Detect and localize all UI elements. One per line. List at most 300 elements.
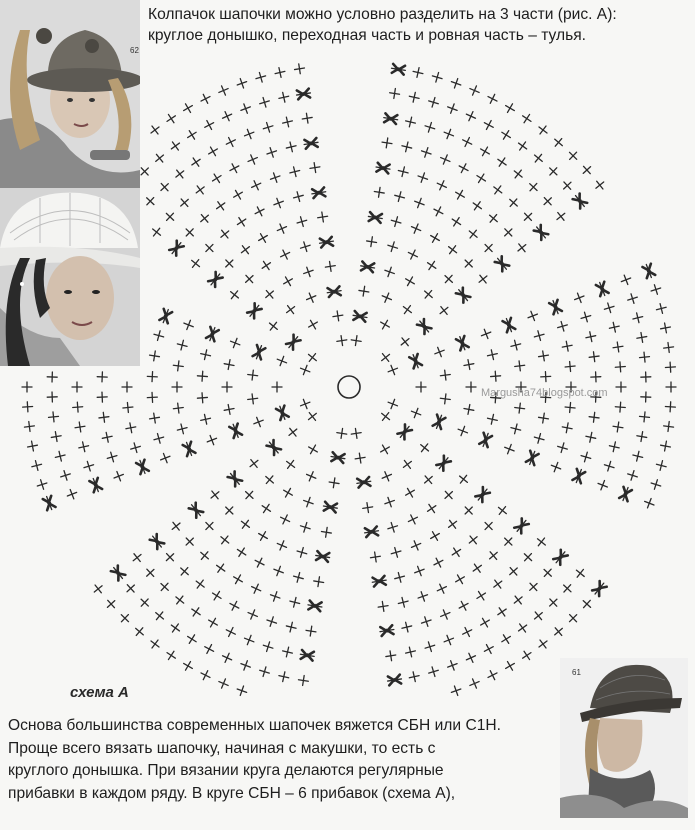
stitch-mark-s3-r6-3 [256,529,270,543]
stitch-mark-s1-r5-2 [490,371,501,382]
stitch-mark-s0-r5-0 [366,236,377,247]
stitch-mark-s5-r3-0 [266,319,280,333]
stitch-mark-s1-r8-7 [556,442,568,454]
stitch-mark-s2-r7-2 [466,533,480,547]
stitch-mark-s3-r8-7 [183,535,197,549]
stitch-mark-s0-r7-6 [482,241,496,255]
stitch-mark-s3-r10-8 [158,580,172,594]
stitch-mark-s2-r5-1 [442,488,456,502]
stitch-mark-s0-r10-5 [478,145,492,159]
stitch-mark-s0-r9-1 [401,141,413,153]
stitch-mark-s0-r7-3 [432,205,445,218]
stitch-mark-s5-r9-2 [177,196,191,210]
stitch-mark-s3-r9-4 [228,599,241,612]
stitch-mark-s3-r9-6 [193,577,207,591]
stitch-mark-s0-r8-4 [453,188,467,202]
stitch-mark-s2-r11-10 [408,671,420,683]
increase-mark-s2-r4 [436,455,452,472]
stitch-mark-s2-r11-5 [499,632,513,646]
stitch-mark-s3-r8-1 [289,596,301,608]
stitch-mark-s4-r11-3 [50,431,62,443]
stitch-mark-s1-r10-1 [603,302,615,314]
stitch-mark-s2-r9-7 [420,615,433,628]
stitch-mark-s2-r3-2 [380,470,393,483]
stitch-mark-s0-r1-0 [350,335,361,346]
stitch-mark-s3-r11-1 [278,671,290,683]
stitch-mark-s1-r8-5 [565,402,576,413]
stitch-mark-s5-r12-10 [255,71,267,83]
stitch-mark-s5-r4-1 [263,287,277,301]
increase-mark-s1-r7 [526,450,539,466]
stitch-mark-s5-r10-8 [262,121,275,134]
stitch-mark-s2-r8-3 [470,561,484,575]
stitch-mark-s5-r8-1 [183,225,197,239]
stitch-mark-s1-r9-1 [580,311,592,323]
stitch-mark-s3-r7-0 [313,576,324,587]
stitch-mark-s4-r1-1 [299,364,312,377]
stitch-mark-s0-r12-4 [468,84,481,97]
stitch-mark-s5-r10-10 [301,112,312,123]
stitch-mark-s3-r10-9 [143,566,157,580]
stitch-mark-s4-r9-4 [97,392,107,402]
stitch-mark-s0-r6-5 [462,256,476,270]
stitch-mark-s3-r8-2 [269,590,282,603]
stitch-mark-s4-r8-2 [125,422,137,434]
stitch-mark-s3-r10-4 [224,625,237,638]
stitch-mark-s5-r7-5 [272,197,285,210]
stitch-mark-s2-r4-2 [403,486,417,500]
stitch-mark-s5-r9-5 [228,161,241,174]
stitch-mark-s0-r11-5 [482,118,496,132]
stitch-mark-s4-r7-1 [153,432,165,444]
stitch-mark-s5-r12-12 [294,63,305,74]
stitch-mark-s1-r12-5 [665,362,676,373]
stitch-mark-s5-r7-3 [235,215,249,229]
stitch-mark-s0-r10-2 [424,121,437,134]
stitch-mark-s3-r10-3 [243,634,256,647]
stitch-mark-s5-r10-4 [189,155,203,169]
stitch-mark-s4-r8-3 [122,402,133,413]
stitch-mark-s5-r6-1 [222,256,236,270]
stitch-mark-s1-r10-4 [615,362,626,373]
stitch-mark-s5-r7-1 [202,241,216,255]
body-line-4: прибавки в каждом ряду. В круге СБН – 6 прибавок (схема А), [8,784,456,802]
stitch-mark-s3-r1-0 [336,428,347,439]
stitch-mark-s0-r10-10 [554,209,568,223]
stitch-mark-s0-r6-4 [446,243,460,257]
stitch-mark-s3-r4-3 [263,473,277,487]
increase-mark-s3-r9 [149,533,165,550]
stitch-mark-s3-r5-3 [259,502,273,516]
stitch-mark-s5-r4-4 [325,261,336,272]
stitch-mark-s1-r5-0 [480,327,493,340]
stitch-mark-s0-r11-9 [546,164,560,178]
stitch-mark-s2-r7-1 [482,519,496,533]
increase-mark-s2-r12 [592,580,608,597]
stitch-mark-s4-r9-5 [97,372,107,382]
stitch-mark-s4-r11-5 [47,392,57,402]
stitch-mark-s0-r12-3 [450,77,463,90]
stitch-mark-s2-r6-2 [446,517,460,531]
stitch-mark-s1-r4-1 [463,359,475,371]
stitch-mark-s4-r5-1 [200,413,212,425]
stitch-mark-s1-r12-2 [655,302,667,314]
stitch-mark-s0-r5-4 [442,272,456,286]
intro-line-2: круглое донышко, переходная часть и ровная часть – тулья. [148,27,586,44]
increase-mark-s4-r7 [159,308,172,324]
stitch-mark-s4-r3-0 [252,416,265,429]
stitch-mark-s2-r11-2 [546,596,560,610]
stitch-mark-s4-r7-6 [153,329,165,341]
stitch-mark-s4-r3-1 [247,393,258,404]
stitch-mark-s3-r9-2 [265,615,278,628]
body-line-2: Проще всего вязать шапочку, начиная с макушки, то есть с [8,739,436,757]
stitch-mark-s5-r9-4 [210,171,224,185]
stitch-mark-s3-r7-4 [235,545,249,559]
stitch-mark-s3-r8-6 [198,549,212,563]
stitch-mark-s3-r11-5 [202,642,216,656]
stitch-mark-s5-r5-0 [227,288,241,302]
stitch-mark-s0-r2-2 [398,335,412,349]
stitch-mark-s4-r6-4 [173,360,184,371]
increase-mark-s4-r8 [136,459,149,475]
stitch-mark-s1-r12-9 [660,440,672,452]
stitch-mark-s2-r5-3 [406,513,419,526]
stitch-mark-s2-r10-8 [424,640,437,653]
stitch-mark-s4-r5-2 [197,392,208,403]
stitch-mark-s5-r10-1 [143,194,157,208]
stitch-mark-s5-r12-9 [236,77,249,90]
stitch-mark-s0-r2-1 [378,318,392,332]
body-line-1: Основа большинства современных шапочек вяжется СБН или С1Н. [8,717,501,734]
stitch-mark-s3-r12-5 [199,668,212,681]
stitch-mark-s2-r8-5 [435,582,448,595]
stitch-mark-s3-r11-6 [185,632,199,646]
stitch-mark-s5-r12-7 [199,92,212,105]
stitch-mark-s2-r4-4 [362,502,373,513]
stitch-mark-s0-r12-5 [486,92,499,105]
stitch-mark-s1-r8-2 [561,340,573,352]
stitch-mark-s1-r10-8 [608,441,620,453]
stitch-mark-s0-r3-1 [380,291,393,304]
stitch-mark-s5-r6-4 [275,222,288,235]
stitch-mark-s4-r1-0 [299,398,312,411]
stitch-mark-s2-r11-9 [427,665,439,677]
stitch-mark-s0-r7-0 [374,187,385,198]
stitch-mark-s5-r12-5 [164,112,178,126]
stitch-mark-s2-r8-2 [486,549,500,563]
stitch-mark-s0-r8-1 [397,166,409,178]
stitch-mark-s3-r5-1 [299,521,312,534]
stitch-mark-s1-r7-5 [538,412,549,423]
stitch-mark-s3-r9-1 [285,621,297,633]
stitch-mark-s1-r9-2 [585,331,597,343]
stitch-mark-s3-r4-1 [302,496,315,509]
stitch-mark-s5-r10-9 [281,116,293,128]
stitch-mark-s2-r12-2 [566,611,580,625]
stitch-mark-s3-r6-4 [238,517,252,531]
photo-number-62: 62 [130,46,139,55]
stitch-mark-s0-r9-0 [381,137,392,148]
stitch-mark-s3-r11-3 [239,659,252,672]
stitch-mark-s3-r8-5 [214,561,228,575]
increase-mark-s0-r8 [375,163,390,174]
stitch-mark-s1-r5-1 [486,349,498,361]
stitch-mark-s0-r5-3 [425,259,439,273]
stitch-mark-s1-r6-4 [514,403,525,414]
stitch-mark-s0-r3-2 [400,303,414,317]
stitch-mark-s4-r6-6 [182,318,195,331]
stitch-mark-s2-r11-1 [560,581,574,595]
stitch-mark-s3-r5-4 [242,488,256,502]
stitch-mark-s5-r8-5 [250,179,263,192]
stitch-mark-s5-r7-0 [189,256,203,270]
stitch-mark-s5-r9-3 [193,183,207,197]
stitch-mark-s1-r1-0 [386,364,399,377]
increase-mark-s0-r7 [494,256,510,273]
stitch-mark-s3-r10-6 [189,605,203,619]
stitch-mark-s3-r6-6 [208,488,222,502]
stitch-mark-s4-r7-0 [159,452,172,465]
increase-mark-s1-r8 [549,299,562,315]
stitch-mark-s3-r11-7 [168,621,182,635]
stitch-mark-s1-r9-7 [585,431,597,443]
stitch-mark-s5-r8-2 [198,211,212,225]
stitch-mark-s5-r8-6 [269,171,282,184]
stitch-mark-s3-r10-1 [281,646,293,658]
increase-mark-s2-r9 [379,625,394,636]
stitch-mark-s5-r11-5 [185,128,199,142]
stitch-mark-s2-r7-6 [393,571,405,583]
stitch-mark-s5-r11-8 [239,102,252,115]
stitch-mark-s4-r11-4 [48,411,59,422]
stitch-mark-s2-r5-0 [456,472,470,486]
stitch-mark-s0-r4-1 [383,266,396,279]
stitch-mark-s1-r9-3 [589,351,600,362]
stitch-mark-s4-r10-1 [83,460,95,472]
stitch-mark-s5-r6-6 [317,211,328,222]
photo-number-61: 61 [572,668,581,677]
stitch-mark-s1-r10-3 [612,341,623,352]
increase-mark-s3-r4 [323,502,338,513]
stitch-mark-s2-r3-0 [418,441,432,455]
stitch-mark-s4-r9-0 [112,470,125,483]
stitch-mark-s5-r7-2 [218,227,232,241]
stitch-mark-s4-r11-0 [66,488,79,501]
stitch-mark-s0-r11-1 [408,91,420,103]
stitch-mark-s4-r9-2 [101,431,113,443]
increase-mark-s3-r8 [307,600,322,611]
stitch-mark-s0-r8-6 [486,211,500,225]
stitch-mark-s3-r12-12 [91,582,105,596]
stitch-mark-s3-r12-8 [148,637,162,651]
stitch-mark-s2-r6-3 [428,529,442,543]
stitch-mark-s2-r10-7 [442,634,455,647]
stitch-mark-s0-r4-3 [421,287,435,301]
stitch-mark-s1-r12-11 [650,478,663,491]
stitch-mark-s3-r6-1 [296,546,308,558]
stitch-mark-s2-r12-8 [468,677,481,690]
stitch-mark-s1-r6-1 [510,339,522,351]
stitch-mark-s4-r5-4 [200,349,212,361]
stitch-mark-s1-r7-0 [526,309,539,322]
stitch-mark-s0-r6-6 [476,272,490,286]
stitch-mark-s5-r12-4 [148,123,162,137]
increase-mark-s4-r3 [252,344,265,360]
stitch-mark-s2-r10-4 [495,605,509,619]
stitch-mark-s5-r11-2 [138,164,152,178]
increase-mark-s3-r3 [266,439,282,456]
stitch-mark-s0-r4-2 [403,274,417,288]
stitch-mark-s5-r11-10 [278,91,290,103]
stitch-mark-s3-r8-3 [250,582,263,595]
stitch-mark-s4-r12-3 [27,440,39,452]
stitch-mark-s1-r7-6 [533,432,545,444]
stitch-mark-s0-r10-8 [526,180,540,194]
stitch-mark-s0-r12-11 [580,163,594,177]
stitch-mark-s0-r5-2 [406,248,419,261]
stitch-mark-s4-r11-1 [59,469,72,482]
stitch-mark-s2-r12-6 [503,659,517,673]
stitch-mark-s0-r12-1 [412,67,424,79]
stitch-mark-s2-r11-4 [516,621,530,635]
increase-mark-s2-r2 [397,424,413,441]
stitch-mark-s1-r2-2 [410,407,423,420]
stitch-mark-s0-r11-7 [516,139,530,153]
stitch-mark-s2-r6-4 [410,539,423,552]
stitch-mark-s0-r8-2 [416,171,429,184]
stitch-mark-s2-r12-3 [551,625,565,639]
stitch-mark-s5-r7-6 [292,190,304,202]
stitch-mark-s2-r9-5 [457,599,470,612]
stitch-mark-s1-r4-2 [466,382,476,392]
stitch-mark-s0-r4-4 [437,303,451,317]
stitch-mark-s2-r1-0 [379,409,393,423]
stitch-mark-s4-r8-1 [129,442,141,454]
stitch-mark-s0-r12-6 [503,101,517,115]
stitch-mark-s2-r9-4 [474,589,488,603]
stitch-mark-s0-r7-5 [466,227,480,241]
stitch-mark-s4-r6-3 [172,382,182,392]
stitch-mark-s1-r11-9 [632,450,644,462]
stitch-mark-s3-r10-5 [206,616,220,630]
stitch-mark-s0-r12-7 [520,112,534,126]
magic-ring-symbol [338,376,360,398]
stitch-mark-s5-r1-1 [336,335,347,346]
increase-mark-s4-r5 [206,326,219,342]
stitch-mark-s0-r10-7 [511,167,525,181]
stitch-mark-s5-r11-6 [202,118,216,132]
stitch-mark-s0-r5-1 [386,240,399,253]
stitch-mark-s4-r11-6 [47,372,57,382]
stitch-mark-s2-r12-7 [486,668,499,681]
stitch-mark-s3-r12-6 [181,659,195,673]
stitch-mark-s0-r11-3 [446,102,459,115]
stitch-mark-s4-r4-3 [223,359,235,371]
stitch-mark-s4-r12-6 [22,382,32,392]
crochet-chart-scheme-a [0,40,695,700]
intro-line-1: Колпачок шапочки можно условно разделить на 3 части (рис. А): [148,6,617,23]
stitch-mark-s0-r11-8 [531,151,545,165]
stitch-mark-s1-r9-6 [589,412,600,423]
stitch-mark-s5-r3-1 [284,303,298,317]
stitch-mark-s3-r9-3 [246,608,259,621]
stitch-mark-s5-r11-9 [258,96,270,108]
stitch-mark-s5-r9-6 [246,153,259,166]
stitch-mark-s1-r8-8 [550,461,563,474]
stitch-mark-s3-r11-2 [258,665,270,677]
stitch-mark-s2-r11-0 [573,566,587,580]
stitch-mark-s3-r12-9 [132,625,146,639]
stitch-mark-s4-r10-3 [74,421,85,432]
stitch-mark-s0-r11-0 [389,88,400,99]
increase-mark-s1-r6 [502,317,515,333]
stitch-mark-s4-r12-5 [22,402,33,413]
stitch-mark-s1-r10-7 [612,421,623,432]
stitch-mark-s5-r1-0 [305,350,319,364]
increase-mark-s1-r11 [619,486,632,502]
stitch-mark-s1-r4-3 [463,404,475,416]
stitch-mark-s0-r7-4 [449,215,463,229]
stitch-mark-s2-r6-6 [370,551,381,562]
stitch-mark-s2-r12-9 [450,684,463,697]
stitch-mark-s3-r3-1 [305,470,318,483]
increase-mark-s1-r4 [456,335,469,351]
stitch-mark-s3-r9-8 [163,550,177,564]
stitch-mark-s1-r9-0 [573,291,586,304]
stitch-mark-s3-r5-2 [278,513,291,526]
stitch-mark-s5-r8-4 [231,188,245,202]
stitch-mark-s5-r5-1 [242,272,256,286]
stitch-mark-s5-r8-8 [309,162,320,173]
increase-mark-s2-r6 [475,486,491,503]
stitch-mark-s1-r12-7 [665,402,676,413]
stitch-mark-s1-r12-3 [660,322,672,334]
stitch-mark-s5-r9-7 [265,146,278,159]
stitch-mark-s0-r6-1 [390,215,402,227]
increase-mark-s4-r6 [182,441,195,457]
stitch-mark-s2-r8-4 [453,572,467,586]
stitch-mark-s0-r7-2 [413,197,426,210]
increase-mark-s3-r11 [110,565,126,582]
stitch-mark-s3-r4-4 [247,456,261,470]
stitch-mark-s4-r2-2 [275,355,288,368]
stitch-mark-s2-r11-8 [446,659,459,672]
stitch-mark-s2-r12-1 [580,597,594,611]
photo-model-cloche [560,658,688,818]
stitch-mark-s0-r11-2 [427,96,439,108]
stitch-mark-s2-r12-5 [520,648,534,662]
stitch-mark-s3-r1-1 [305,409,319,423]
increase-mark-s1-r9 [572,468,585,484]
stitch-mark-s2-r4-1 [421,473,435,487]
stitch-mark-s4-r5-0 [205,434,218,447]
stitch-mark-s3-r4-2 [281,486,295,500]
stitch-mark-s4-r9-1 [106,451,118,463]
stitch-mark-s5-r12-11 [274,67,286,79]
stitch-mark-s5-r5-2 [259,259,273,273]
stitch-mark-s4-r10-4 [72,402,83,413]
stitch-mark-s1-r12-1 [650,283,663,296]
increase-mark-s5-r8 [169,240,185,257]
stitch-mark-s1-r8-6 [561,422,573,434]
stitch-mark-s1-r11-7 [639,411,650,422]
stitch-mark-s1-r9-8 [580,451,592,463]
increase-mark-s0-r2 [352,311,367,322]
stitch-mark-s1-r8-3 [565,361,576,372]
stitch-mark-s2-r2-2 [354,452,365,463]
stitch-mark-s4-r9-3 [98,412,109,423]
